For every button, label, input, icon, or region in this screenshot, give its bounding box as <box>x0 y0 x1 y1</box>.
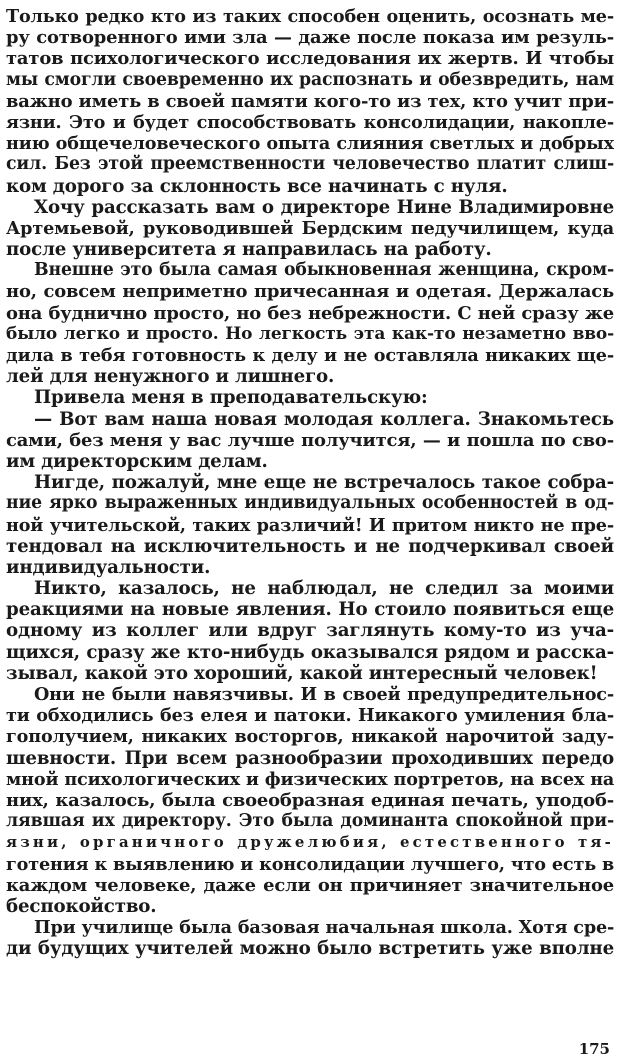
text-line: зывал, какой это хороший, какой интересный человек! <box>6 662 598 684</box>
text-line: сил. Без этой преемственности человечество платит слиш- <box>6 154 614 175</box>
text-line: гополучием, никаких восторгов, никакой нарочитой заду- <box>6 726 614 748</box>
paragraph-2 <box>6 197 614 261</box>
paragraph-1 <box>6 6 614 197</box>
page-number: 175 <box>578 1040 610 1058</box>
text-line: При училище была базовая начальная школа. Хотя сре- <box>34 917 614 939</box>
text-line: реакциями на новые явления. Но стоило появиться еще <box>6 599 614 621</box>
text-line: тендовал на исключительность и не подчеркивал своей <box>6 535 614 557</box>
text-line: мной психологических и физических портретов, на всех на <box>6 768 614 790</box>
paragraph-8 <box>6 684 614 917</box>
text-line: было легко и просто. Но легкость эта как-то незаметно вво- <box>6 323 614 344</box>
text-line: лявшая их директору. Это была доминанта спокойной при- <box>6 811 614 832</box>
text-line: них, казалось, была своеобразная единая печать, уподоб- <box>6 789 614 811</box>
text-line: ние ярко выраженных индивидуальных особенностей в од- <box>6 493 614 514</box>
text-line: одному из коллег или вдруг заглянуть кому-то из уча- <box>6 620 614 642</box>
book-page <box>6 6 614 1058</box>
text-line: нию общечеловеческого опыта слияния светлых и добрых <box>6 133 614 155</box>
text-line: Артемьевой, руководившей Бердским педучилищем, куда <box>6 217 614 239</box>
text-line: лей для ненужного и лишнего. <box>6 366 335 388</box>
text-line: сами, без меня у вас лучше получится, — и пошла по сво- <box>6 429 614 451</box>
paragraph-6 <box>6 472 614 578</box>
text-line: шевности. При всем разнообразии проходивших передо <box>6 747 614 769</box>
text-line: после университета я направилась на работу. <box>6 239 492 261</box>
text-line: ру сотворенного ими зла — даже после показа им резуль- <box>6 27 614 49</box>
text-line: ком дорого за склонность все начинать с нуля. <box>6 175 508 197</box>
text-line: важно иметь в своей памяти кого-то из тех, кто учит при- <box>6 90 614 112</box>
text-line: язни. Это и будет способствовать консолидации, накопле- <box>6 111 614 133</box>
text-line: беспокойство. <box>6 895 157 917</box>
paragraph-9 <box>6 917 614 959</box>
text-line: Они не были навязчивы. И в своей предупредительнос- <box>34 684 614 705</box>
paragraph-5 <box>6 409 614 473</box>
text-line: дила в тебя готовность к делу и не оставляла никаких ще- <box>6 345 614 366</box>
text-line: но, совсем неприметно причесанная и одетая. Держалась <box>6 281 614 303</box>
text-line: готения к выявлению и консолидации лучшего, что есть в <box>6 853 614 875</box>
text-line: она буднично просто, но без небрежности. С ней сразу же <box>6 302 614 324</box>
text-line: мы смогли своевременно их распознать и обезвредить, нам <box>6 69 614 90</box>
paragraph-3 <box>6 260 614 387</box>
text-line: Внешне это была самая обыкновенная женщина, скром- <box>34 260 614 281</box>
text-line: ной учительской, таких различий! И притом никто не пре- <box>6 514 614 536</box>
text-line: Нигде, пожалуй, мне еще не встречалось такое собра- <box>34 472 614 494</box>
text-line: ди будущих учителей можно было встретить уже вполне <box>6 938 614 960</box>
text-line: — Вот вам наша новая молодая коллега. Знакомьтесь <box>34 408 614 430</box>
paragraph-4 <box>6 387 614 408</box>
text-line: Никто, казалось, не наблюдал, не следил за моими <box>34 578 614 600</box>
text-line: татов психологического исследования их жертв. И чтобы <box>6 48 614 70</box>
text-line: ти обходились без елея и патоки. Никакого умиления бла- <box>6 705 614 727</box>
text-line: каждом человеке, даже если он причиняет значительное <box>6 874 614 896</box>
text-line: Только редко кто из таких способен оценить, осознать ме- <box>6 6 614 27</box>
text-line: щихся, сразу же кто-нибудь оказывался рядом и расска- <box>6 641 614 663</box>
text-line: индивидуальности. <box>6 556 211 578</box>
paragraph-7 <box>6 578 614 684</box>
text-line: им директорским делам. <box>6 450 268 472</box>
text-line: язни, органичного дружелюбия, естественного тя- <box>6 833 614 852</box>
text-line: Хочу рассказать вам о директоре Нине Владимировне <box>34 196 614 218</box>
text-line: Привела меня в преподавательскую: <box>34 387 428 409</box>
